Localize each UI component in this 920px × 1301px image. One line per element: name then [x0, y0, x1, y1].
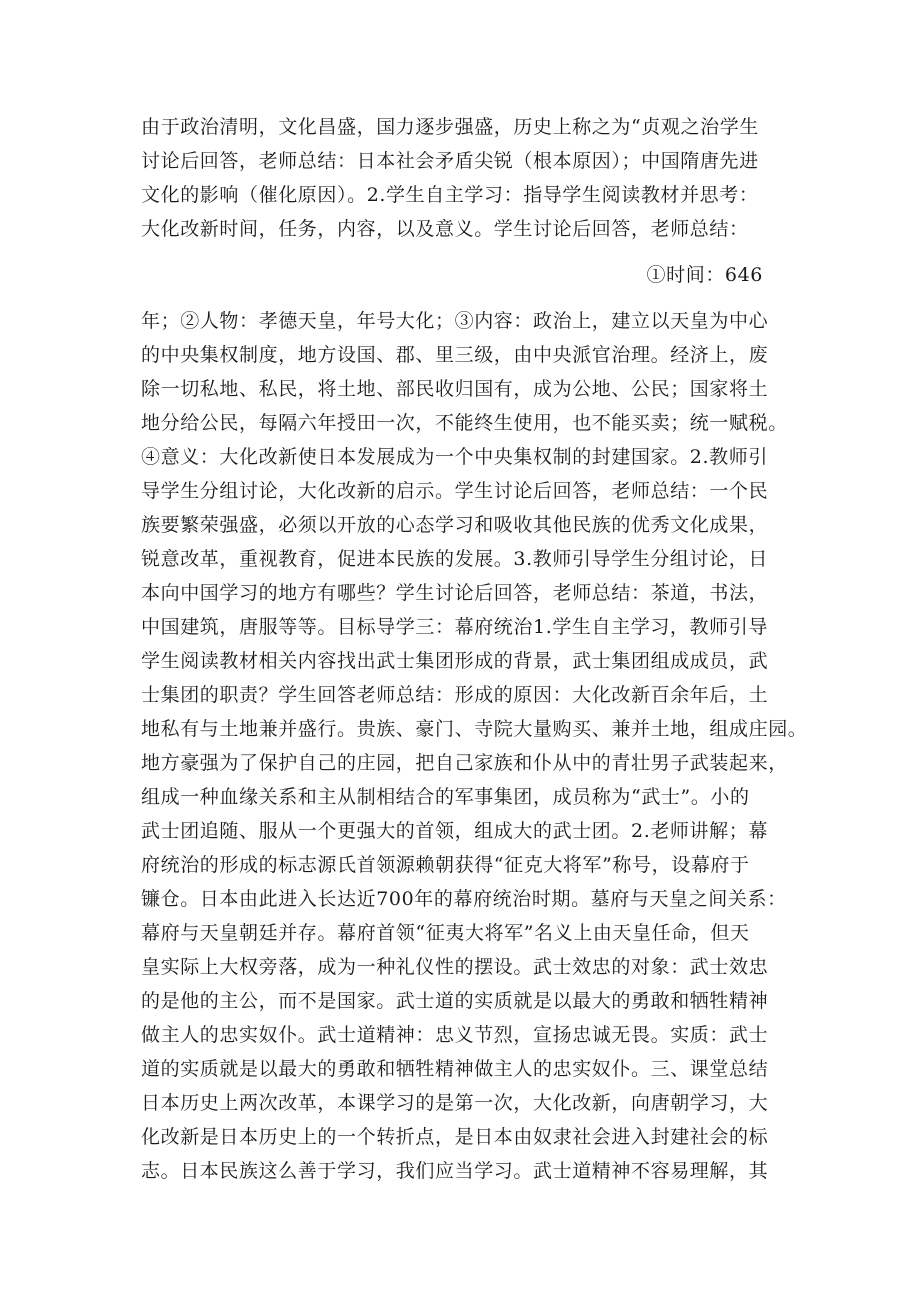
text-line: 讨论后回答，老师总结：日本社会矛盾尖锐（根本原因）；中国隋唐先进	[141, 150, 759, 172]
text-line: 中国建筑，唐服等等。目标导学三：幕府统治1.学生自主学习，教师引导	[141, 616, 768, 638]
text-line: 组成一种血缘关系和主从制相结合的军事集团，成员称为“武士”。小的	[141, 786, 750, 808]
text-line: 大化改新时间，任务，内容，以及意义。学生讨论后回答，老师总结：	[141, 218, 749, 240]
text-line: 由于政治清明，文化昌盛，国力逐步强盛，历史上称之为“贞观之治学生	[141, 116, 759, 138]
text-line: 锐意改革，重视教育，促进本民族的发展。3.教师引导学生分组讨论，日	[141, 548, 768, 570]
text-line: 皇实际上大权旁落，成为一种礼仪性的摆设。武士效忠的对象：武士效忠	[141, 956, 769, 978]
text-line-time: ①时间：646	[646, 264, 763, 286]
text-line: 府统治的形成的标志源氏首领源赖朝获得“征克大将军”称号，设幕府于	[141, 854, 750, 876]
text-line: 地方豪强为了保护自己的庄园，把自己家族和仆从中的青壮男子武装起来，	[141, 752, 788, 774]
text-line: 族要繁荣强盛，必须以开放的心态学习和吸收其他民族的优秀文化成果，	[141, 514, 769, 536]
text-line: 做主人的忠实奴仆。武士道精神：忠义节烈，宣扬忠诚无畏。实质：武士	[141, 1024, 769, 1046]
text-line: 日本历史上两次改革，本课学习的是第一次，大化改新，向唐朝学习，大	[141, 1092, 769, 1114]
text-line: 的是他的主公，而不是国家。武士道的实质就是以最大的勇敢和牺牲精神	[141, 990, 769, 1012]
text-line: 文化的影响（催化原因）。2.学生自主学习：指导学生阅读教材并思考：	[141, 184, 759, 206]
text-line: 的中央集权制度，地方设国、郡、里三级，由中央派官治理。经济上，废	[141, 344, 769, 366]
text-line: 幕府与天皇朝廷并存。幕府首领“征夷大将军”名义上由天皇任命，但天	[141, 922, 750, 944]
text-line: 道的实质就是以最大的勇敢和牺牲精神做主人的忠实奴仆。三、课堂总结	[141, 1058, 769, 1080]
text-line: 年；②人物：孝德天皇，年号大化；③内容：政治上，建立以天皇为中心	[141, 310, 769, 332]
text-line: ④意义：大化改新使日本发展成为一个中央集权制的封建国家。2.教师引	[141, 446, 768, 468]
text-line: 化改新是日本历史上的一个转折点，是日本由奴隶社会进入封建社会的标	[141, 1126, 769, 1148]
text-line: 除一切私地、私民，将土地、部民收归国有，成为公地、公民；国家将土	[141, 378, 769, 400]
text-line: 武士团追随、服从一个更强大的首领，组成大的武士团。2.老师讲解；幕	[141, 820, 768, 842]
text-line: 导学生分组讨论，大化改新的启示。学生讨论后回答，老师总结：一个民	[141, 480, 769, 502]
text-line: 本向中国学习的地方有哪些？学生讨论后回答，老师总结：茶道，书法，	[141, 582, 769, 604]
text-line: 士集团的职责？学生回答老师总结：形成的原因：大化改新百余年后，土	[141, 684, 769, 706]
text-line: 地私有与土地兼并盛行。贵族、豪门、寺院大量购买、兼并土地，组成庄园。	[141, 718, 808, 740]
text-line: 志。日本民族这么善于学习，我们应当学习。武士道精神不容易理解，其	[141, 1160, 769, 1182]
text-line: 镰仓。日本由此进入长达近700年的幕府统治时期。墓府与天皇之间关系：	[141, 888, 787, 910]
text-line: 学生阅读教材相关内容找出武士集团形成的背景，武士集团组成成员，武	[141, 650, 769, 672]
body-text	[141, 110, 808, 1188]
text-line: 地分给公民，每隔六年授田一次，不能终生使用，也不能买卖；统一赋税。	[141, 412, 788, 434]
